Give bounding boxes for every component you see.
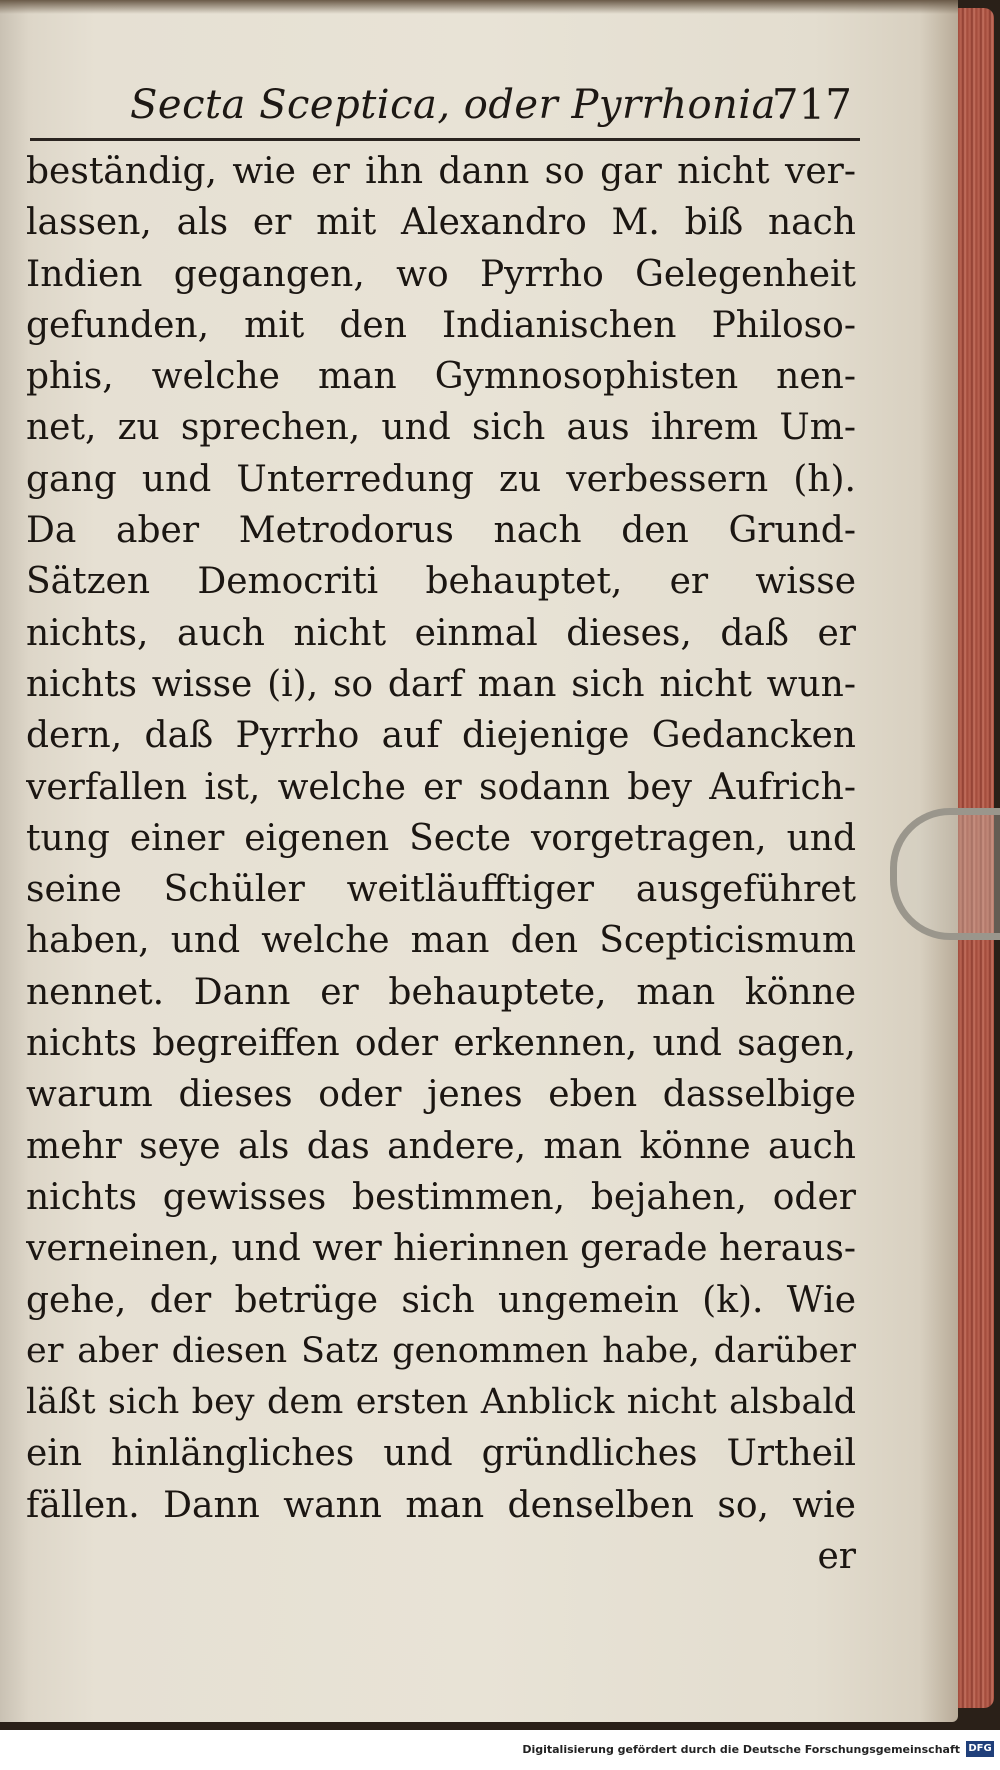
text-line: tung einer eigenen Secte vorgetragen, und: [26, 817, 856, 859]
running-header: [30, 78, 860, 141]
text-line: warum dieses oder jenes eben dasselbige: [26, 1074, 856, 1116]
text-line: er aber diesen Satz genommen habe, darüber: [26, 1330, 856, 1371]
page-top-shadow: [0, 0, 958, 14]
text-line: nichts, auch nicht einmal dieses, daß er: [26, 612, 856, 654]
catchword: er: [817, 1536, 856, 1578]
text-line: net, zu sprechen, und sich aus ihrem Um-: [26, 407, 856, 449]
body-text: [26, 146, 856, 1582]
text-line: nennet. Dann er behauptete, man könne: [26, 971, 856, 1013]
text-line: seine Schüler weitläufftiger ausgeführet: [26, 869, 856, 911]
text-line: verfallen ist, welche er sodann bey Aufrich-: [26, 766, 856, 808]
text-line: haben, und welche man den Scepticismum: [26, 920, 856, 962]
text-line: Indien gegangen, wo Pyrrho Gelegenheit: [26, 253, 856, 295]
text-line: nichts begreiffen oder erkennen, und sagen,: [26, 1023, 856, 1065]
running-title: Secta Sceptica, oder Pyrrhonia.: [130, 82, 790, 128]
dfg-logo-icon: DFG: [966, 1741, 994, 1757]
text-line: phis, welche man Gymnosophisten nen-: [26, 356, 856, 398]
text-line: fällen. Dann wann man denselben so, wie: [26, 1484, 856, 1526]
text-line: gefunden, mit den Indianischen Philoso-: [26, 304, 856, 346]
text-line: gang und Unterredung zu verbessern (h).: [26, 458, 856, 500]
text-line: nichts gewisses bestimmen, bejahen, oder: [26, 1176, 856, 1218]
digitization-credit: Digitalisierung gefördert durch die Deutsche Forschungsgemeinschaft: [522, 1743, 960, 1756]
text-line: verneinen, und wer hierinnen gerade heraus-: [26, 1228, 856, 1270]
text-line: ein hinlängliches und gründliches Urtheil: [26, 1433, 856, 1475]
text-line: dern, daß Pyrrho auf diejenige Gedancken: [26, 715, 856, 757]
text-line: läßt sich bey dem ersten Anblick nicht alsbald: [26, 1382, 856, 1423]
text-line: Da aber Metrodorus nach den Grund-: [26, 510, 856, 552]
page-clip: [890, 808, 1000, 940]
text-line: lassen, als er mit Alexandro M. biß nach: [26, 202, 856, 244]
text-line: nichts wisse (i), so darf man sich nicht wun-: [26, 663, 856, 705]
text-line: beständig, wie er ihn dann so gar nicht ver-: [26, 151, 856, 192]
page-number: 717: [771, 80, 852, 129]
text-line: Sätzen Democriti behauptet, er wisse: [26, 561, 856, 603]
text-line: gehe, der betrüge sich ungemein (k). Wie: [26, 1279, 856, 1321]
footer-bar: [0, 1730, 1000, 1770]
text-line: mehr seye als das andere, man könne auch: [26, 1125, 856, 1167]
